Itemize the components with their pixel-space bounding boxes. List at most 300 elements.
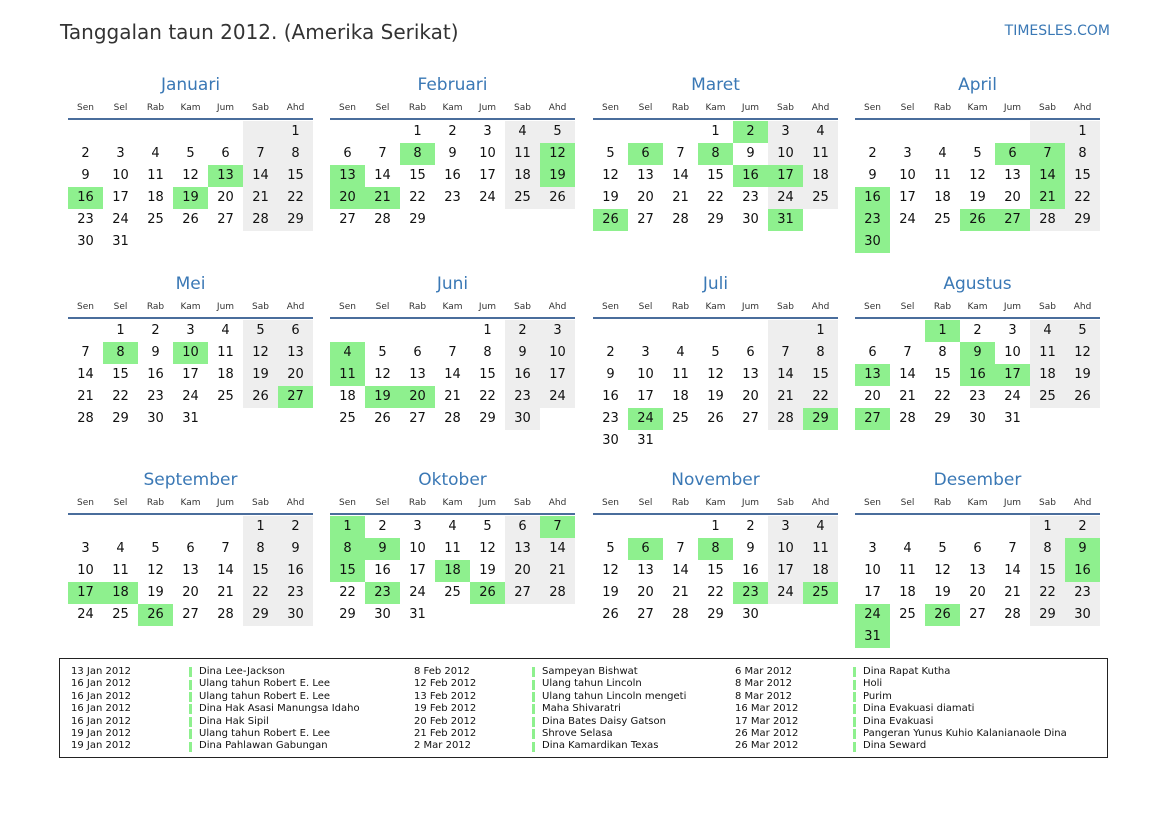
day-cell: 12 <box>147 563 164 578</box>
day-cell: 7 <box>676 146 685 161</box>
day-cell: 17 <box>864 585 881 600</box>
day-cell: 7 <box>243 143 278 165</box>
holiday-day-cell: 7 <box>540 516 575 538</box>
empty-cell <box>628 121 663 143</box>
day-cell: 18 <box>672 389 689 404</box>
day-cell: 24 <box>899 212 916 227</box>
weekday-label: Sen <box>339 103 356 113</box>
empty-cell <box>103 516 138 538</box>
day-cell: 13 <box>637 168 654 183</box>
holiday-entry <box>735 666 1065 678</box>
holiday-day-cell: 27 <box>995 209 1030 231</box>
day-cell: 30 <box>1065 604 1100 626</box>
weekday-label: Ahd <box>811 498 830 508</box>
empty-cell <box>68 516 103 538</box>
empty-cell <box>890 121 925 143</box>
day-cell: 4 <box>221 323 230 338</box>
day-cell: 19 <box>602 190 619 205</box>
holiday-name: Dina Seward <box>863 740 927 752</box>
day-cell: 23 <box>742 190 759 205</box>
weekday-label: Sel <box>638 103 653 113</box>
day-cell: 30 <box>278 604 313 626</box>
weekday-label: Sel <box>113 103 128 113</box>
day-cell: 28 <box>540 582 575 604</box>
day-cell: 26 <box>540 187 575 209</box>
day-cell: 12 <box>602 563 619 578</box>
day-cell: 30 <box>742 607 759 622</box>
holiday-day-cell: 26 <box>470 582 505 604</box>
holiday-day-cell: 19 <box>173 187 208 209</box>
day-cell: 9 <box>278 538 313 560</box>
holiday-day-cell: 26 <box>138 604 173 626</box>
day-cell: 10 <box>637 367 654 382</box>
weekday-label: Ahd <box>548 302 567 312</box>
day-cell: 11 <box>217 345 234 360</box>
day-cell: 15 <box>707 168 724 183</box>
day-cell: 1 <box>116 323 125 338</box>
day-cell: 14 <box>77 367 94 382</box>
day-cell: 3 <box>641 345 650 360</box>
day-cell: 14 <box>374 168 391 183</box>
month-november <box>593 467 838 626</box>
weekday-label: Jum <box>478 498 497 508</box>
day-cell: 7 <box>448 345 457 360</box>
day-cell: 29 <box>1030 604 1065 626</box>
weekday-label: Sen <box>339 302 356 312</box>
empty-cell <box>890 516 925 538</box>
holiday-name: Dina Evakuasi <box>863 715 934 727</box>
day-cell: 9 <box>81 168 90 183</box>
day-cell: 13 <box>1004 168 1021 183</box>
weekday-label: Sen <box>864 103 881 113</box>
day-cell: 22 <box>112 389 129 404</box>
holiday-entry <box>414 728 744 740</box>
day-grid <box>593 121 838 231</box>
day-cell: 23 <box>505 386 540 408</box>
holiday-marker <box>853 680 856 690</box>
holiday-entry <box>414 703 744 715</box>
day-cell: 6 <box>186 541 195 556</box>
day-cell: 19 <box>707 389 724 404</box>
weekday-label: Sab <box>1039 302 1056 312</box>
day-cell: 15 <box>707 563 724 578</box>
day-cell: 2 <box>448 124 457 139</box>
day-cell: 10 <box>899 168 916 183</box>
day-cell: 22 <box>707 190 724 205</box>
weekday-label: Sel <box>375 498 390 508</box>
holiday-day-cell: 16 <box>733 165 768 187</box>
holiday-marker <box>189 729 192 739</box>
holiday-list <box>59 658 1108 758</box>
holiday-day-cell: 16 <box>1065 560 1100 582</box>
day-cell: 20 <box>969 585 986 600</box>
day-cell: 18 <box>339 389 356 404</box>
day-cell: 5 <box>151 541 160 556</box>
day-cell: 28 <box>672 607 689 622</box>
holiday-column <box>71 666 401 753</box>
weekday-label: Kam <box>705 103 726 113</box>
weekday-header <box>855 98 1100 118</box>
empty-cell <box>855 516 890 538</box>
day-cell: 13 <box>969 563 986 578</box>
day-cell: 24 <box>409 585 426 600</box>
holiday-entry <box>414 666 744 678</box>
page-title: Tanggalan taun 2012. (Amerika Serikat) <box>60 20 459 44</box>
day-cell: 18 <box>1030 364 1065 386</box>
holiday-day-cell: 20 <box>400 386 435 408</box>
day-cell: 11 <box>444 541 461 556</box>
holiday-day-cell: 4 <box>330 342 365 364</box>
weekday-label: Kam <box>705 498 726 508</box>
month-juni <box>330 271 575 430</box>
empty-cell <box>855 121 890 143</box>
weekday-label: Jum <box>741 498 760 508</box>
empty-cell <box>208 516 243 538</box>
month-divider <box>68 513 313 515</box>
day-cell: 7 <box>378 146 387 161</box>
holiday-day-cell: 13 <box>855 364 890 386</box>
holiday-name: Ulang tahun Lincoln mengeti <box>542 690 687 702</box>
weekday-label: Sel <box>113 302 128 312</box>
day-cell: 30 <box>147 411 164 426</box>
day-cell: 29 <box>1065 209 1100 231</box>
day-cell: 21 <box>444 389 461 404</box>
month-name: November <box>671 470 760 490</box>
weekday-label: Ahd <box>811 103 830 113</box>
holiday-date: 26 Mar 2012 <box>735 740 799 752</box>
day-cell: 27 <box>637 607 654 622</box>
day-cell: 5 <box>973 146 982 161</box>
day-cell: 18 <box>934 190 951 205</box>
weekday-label: Sab <box>514 103 531 113</box>
day-cell: 30 <box>969 411 986 426</box>
holiday-date: 8 Mar 2012 <box>735 678 793 690</box>
day-cell: 7 <box>903 345 912 360</box>
day-cell: 29 <box>243 604 278 626</box>
day-cell: 29 <box>479 411 496 426</box>
month-divider <box>855 513 1100 515</box>
holiday-date: 19 Jan 2012 <box>71 740 131 752</box>
day-cell: 2 <box>868 146 877 161</box>
empty-cell <box>330 121 365 143</box>
day-cell: 22 <box>934 389 951 404</box>
day-cell: 17 <box>540 364 575 386</box>
day-cell: 15 <box>1030 560 1065 582</box>
weekday-label: Rab <box>408 103 427 113</box>
day-cell: 3 <box>116 146 125 161</box>
holiday-date: 16 Mar 2012 <box>735 703 799 715</box>
day-cell: 26 <box>1065 386 1100 408</box>
day-cell: 1 <box>243 516 278 538</box>
holiday-day-cell: 7 <box>1030 143 1065 165</box>
holiday-marker <box>853 667 856 677</box>
holiday-entry <box>735 691 1065 703</box>
month-divider <box>593 513 838 515</box>
holiday-day-cell: 26 <box>960 209 995 231</box>
day-cell: 8 <box>278 143 313 165</box>
holiday-day-cell: 8 <box>698 143 733 165</box>
holiday-day-cell: 23 <box>855 209 890 231</box>
weekday-label: Rab <box>671 302 690 312</box>
holiday-day-cell: 1 <box>330 516 365 538</box>
day-cell: 27 <box>217 212 234 227</box>
holiday-date: 16 Jan 2012 <box>71 690 131 702</box>
holiday-name: Ulang tahun Robert E. Lee <box>199 727 331 739</box>
day-cell: 11 <box>147 168 164 183</box>
day-cell: 15 <box>479 367 496 382</box>
day-cell: 10 <box>768 143 803 165</box>
day-cell: 25 <box>444 585 461 600</box>
day-cell: 3 <box>483 124 492 139</box>
holiday-marker <box>532 680 535 690</box>
month-september <box>68 467 313 626</box>
holiday-marker <box>532 742 535 752</box>
day-cell: 10 <box>479 146 496 161</box>
holiday-day-cell: 19 <box>365 386 400 408</box>
day-cell: 4 <box>903 541 912 556</box>
day-cell: 16 <box>444 168 461 183</box>
day-cell: 19 <box>934 585 951 600</box>
holiday-day-cell: 9 <box>1065 538 1100 560</box>
day-cell: 21 <box>540 560 575 582</box>
holiday-day-cell: 8 <box>698 538 733 560</box>
month-name: Oktober <box>418 470 487 490</box>
day-cell: 28 <box>444 411 461 426</box>
site-link[interactable]: TIMESLES.COM <box>1004 23 1110 39</box>
day-cell: 13 <box>409 367 426 382</box>
day-cell: 24 <box>182 389 199 404</box>
day-cell: 11 <box>672 367 689 382</box>
empty-cell <box>330 320 365 342</box>
holiday-day-cell: 16 <box>960 364 995 386</box>
day-cell: 9 <box>746 541 755 556</box>
empty-cell <box>365 121 400 143</box>
month-divider <box>593 118 838 120</box>
holiday-column <box>414 666 744 753</box>
day-cell: 26 <box>707 411 724 426</box>
month-januari <box>68 72 313 253</box>
day-cell: 11 <box>803 143 838 165</box>
weekday-label: Sab <box>252 302 269 312</box>
day-cell: 27 <box>637 212 654 227</box>
day-cell: 28 <box>243 209 278 231</box>
day-cell: 12 <box>182 168 199 183</box>
holiday-day-cell: 8 <box>103 342 138 364</box>
empty-cell <box>925 121 960 143</box>
day-cell: 1 <box>413 124 422 139</box>
weekday-header <box>330 297 575 317</box>
empty-cell <box>995 516 1030 538</box>
empty-cell <box>68 320 103 342</box>
day-cell: 11 <box>505 143 540 165</box>
day-grid <box>68 516 313 626</box>
day-cell: 11 <box>112 563 129 578</box>
day-cell: 29 <box>409 212 426 227</box>
day-cell: 4 <box>448 519 457 534</box>
day-cell: 25 <box>899 607 916 622</box>
empty-cell <box>663 320 698 342</box>
day-cell: 6 <box>973 541 982 556</box>
weekday-label: Sab <box>514 302 531 312</box>
month-name: Februari <box>417 75 488 95</box>
weekday-label: Sen <box>339 498 356 508</box>
day-cell: 19 <box>969 190 986 205</box>
empty-cell <box>663 121 698 143</box>
holiday-marker <box>189 692 192 702</box>
holiday-entry <box>735 716 1065 728</box>
weekday-label: Sen <box>864 302 881 312</box>
day-cell: 11 <box>899 563 916 578</box>
holiday-date: 19 Jan 2012 <box>71 727 131 739</box>
day-cell: 9 <box>606 367 615 382</box>
month-name: Mei <box>175 274 206 294</box>
day-cell: 23 <box>278 582 313 604</box>
day-cell: 25 <box>112 607 129 622</box>
day-cell: 23 <box>602 411 619 426</box>
weekday-label: Rab <box>933 302 952 312</box>
day-cell: 12 <box>707 367 724 382</box>
holiday-marker <box>189 717 192 727</box>
holiday-day-cell: 16 <box>855 187 890 209</box>
day-cell: 12 <box>969 168 986 183</box>
weekday-label: Ahd <box>286 498 305 508</box>
weekday-label: Sen <box>77 103 94 113</box>
day-cell: 4 <box>1030 320 1065 342</box>
holiday-name: Holi <box>863 678 883 690</box>
month-divider <box>855 317 1100 319</box>
day-grid <box>855 516 1100 648</box>
weekday-label: Sab <box>1039 103 1056 113</box>
day-cell: 9 <box>151 345 160 360</box>
holiday-marker <box>189 680 192 690</box>
weekday-label: Sel <box>900 498 915 508</box>
empty-cell <box>768 320 803 342</box>
holiday-day-cell: 17 <box>768 165 803 187</box>
day-cell: 2 <box>151 323 160 338</box>
day-cell: 20 <box>505 560 540 582</box>
day-cell: 1 <box>1065 121 1100 143</box>
day-cell: 18 <box>505 165 540 187</box>
day-cell: 12 <box>602 168 619 183</box>
day-cell: 16 <box>147 367 164 382</box>
day-cell: 28 <box>217 607 234 622</box>
empty-cell <box>243 121 278 143</box>
day-cell: 5 <box>243 320 278 342</box>
empty-cell <box>435 320 470 342</box>
weekday-header <box>593 98 838 118</box>
day-cell: 20 <box>864 389 881 404</box>
day-cell: 26 <box>182 212 199 227</box>
day-cell: 23 <box>77 212 94 227</box>
weekday-label: Jum <box>1003 498 1022 508</box>
weekday-label: Jum <box>216 498 235 508</box>
day-cell: 3 <box>186 323 195 338</box>
holiday-day-cell: 9 <box>365 538 400 560</box>
day-cell: 14 <box>444 367 461 382</box>
day-cell: 10 <box>1004 345 1021 360</box>
day-cell: 18 <box>217 367 234 382</box>
day-cell: 2 <box>973 323 982 338</box>
day-cell: 26 <box>602 607 619 622</box>
weekday-label: Ahd <box>548 498 567 508</box>
holiday-date: 26 Mar 2012 <box>735 727 799 739</box>
month-divider <box>593 317 838 319</box>
day-cell: 19 <box>243 364 278 386</box>
day-cell: 16 <box>505 364 540 386</box>
empty-cell <box>698 320 733 342</box>
day-cell: 8 <box>1030 538 1065 560</box>
day-cell: 6 <box>868 345 877 360</box>
holiday-entry <box>71 691 401 703</box>
holiday-day-cell: 6 <box>628 143 663 165</box>
day-cell: 13 <box>182 563 199 578</box>
day-cell: 19 <box>602 585 619 600</box>
day-cell: 28 <box>1004 607 1021 622</box>
holiday-date: 16 Jan 2012 <box>71 678 131 690</box>
day-cell: 14 <box>768 364 803 386</box>
day-cell: 14 <box>243 165 278 187</box>
month-oktober <box>330 467 575 626</box>
weekday-label: Jum <box>216 103 235 113</box>
holiday-day-cell: 10 <box>173 342 208 364</box>
day-cell: 3 <box>903 146 912 161</box>
day-cell: 19 <box>1065 364 1100 386</box>
holiday-entry <box>71 703 401 715</box>
empty-cell <box>960 516 995 538</box>
weekday-label: Kam <box>442 103 463 113</box>
holiday-marker <box>532 667 535 677</box>
day-grid <box>855 121 1100 253</box>
day-cell: 25 <box>672 411 689 426</box>
day-cell: 20 <box>637 585 654 600</box>
day-cell: 10 <box>768 538 803 560</box>
weekday-label: Kam <box>967 103 988 113</box>
weekday-label: Rab <box>933 103 952 113</box>
day-cell: 28 <box>374 212 391 227</box>
day-cell: 8 <box>803 342 838 364</box>
weekday-label: Sel <box>113 498 128 508</box>
month-februari <box>330 72 575 231</box>
empty-cell <box>628 516 663 538</box>
day-cell: 24 <box>77 607 94 622</box>
day-grid <box>593 516 838 626</box>
empty-cell <box>628 320 663 342</box>
holiday-entry <box>414 691 744 703</box>
day-cell: 23 <box>147 389 164 404</box>
holiday-name: Ulang tahun Lincoln <box>542 678 642 690</box>
day-cell: 13 <box>278 342 313 364</box>
empty-cell <box>1030 121 1065 143</box>
empty-cell <box>855 320 890 342</box>
day-cell: 5 <box>186 146 195 161</box>
day-cell: 20 <box>182 585 199 600</box>
day-cell: 21 <box>672 190 689 205</box>
day-cell: 2 <box>505 320 540 342</box>
day-cell: 10 <box>540 342 575 364</box>
weekday-label: Kam <box>180 103 201 113</box>
day-cell: 24 <box>479 190 496 205</box>
day-cell: 31 <box>409 607 426 622</box>
weekday-label: Kam <box>180 498 201 508</box>
weekday-label: Jum <box>741 103 760 113</box>
day-cell: 19 <box>147 585 164 600</box>
empty-cell <box>995 121 1030 143</box>
weekday-label: Ahd <box>1073 498 1092 508</box>
holiday-day-cell: 25 <box>803 582 838 604</box>
day-cell: 8 <box>938 345 947 360</box>
day-cell: 14 <box>1004 563 1021 578</box>
weekday-label: Kam <box>705 302 726 312</box>
